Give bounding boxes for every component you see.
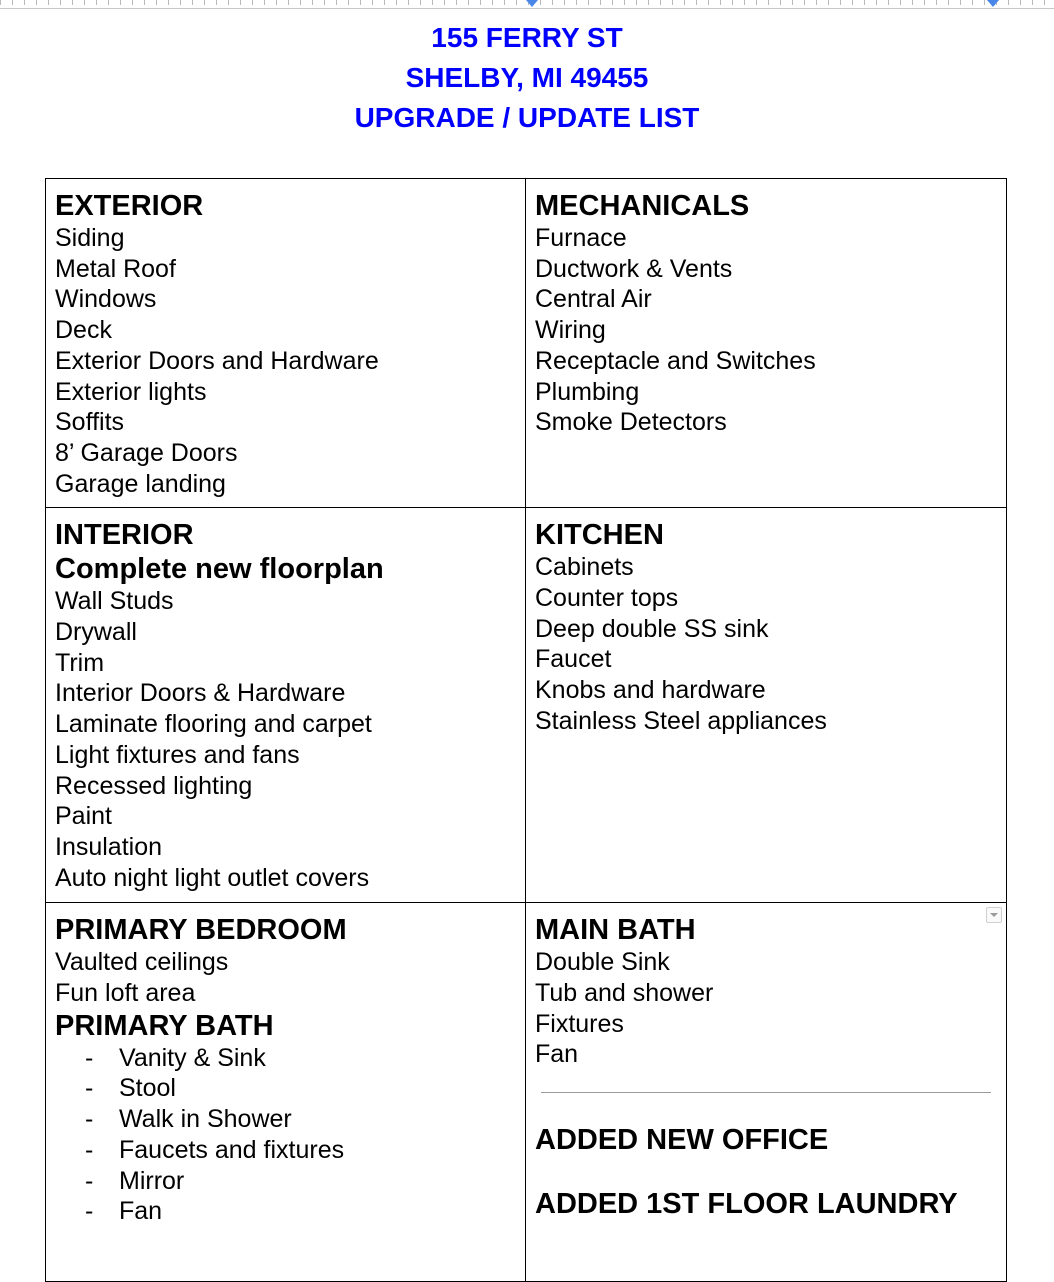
list-item: Faucet xyxy=(535,645,612,674)
list-item-label: Faucets and fixtures xyxy=(119,1135,345,1164)
list-item: Cabinets xyxy=(535,553,634,582)
list-item: Auto night light outlet covers xyxy=(55,863,370,892)
blank-line xyxy=(535,1093,997,1123)
list-item: Receptacle and Switches xyxy=(535,346,816,375)
list-item: Recessed lighting xyxy=(55,771,253,800)
main-bath-cell[interactable] xyxy=(526,903,1007,1282)
list-item xyxy=(55,1166,516,1197)
list-item: Exterior Doors and Hardware xyxy=(55,346,379,375)
list-item: 8’ Garage Doors xyxy=(55,438,238,467)
list-item xyxy=(55,1073,516,1104)
list-item-label: Vanity & Sink xyxy=(119,1043,266,1072)
table-row xyxy=(46,903,1007,1282)
list-item: Interior Doors & Hardware xyxy=(55,679,346,708)
list-item: Ductwork & Vents xyxy=(535,254,733,283)
mechanicals-cell[interactable] xyxy=(526,179,1007,508)
primary-bedroom-cell[interactable] xyxy=(46,903,526,1282)
dash-bullet: - xyxy=(85,1197,94,1226)
list-item: Fan xyxy=(535,1040,579,1069)
list-item: Insulation xyxy=(55,832,163,861)
list-item: Stainless Steel appliances xyxy=(535,706,827,735)
list-item: Fixtures xyxy=(535,1009,624,1038)
dash-bullet: - xyxy=(85,1074,94,1103)
list-item xyxy=(55,1104,516,1135)
exterior-heading: EXTERIOR xyxy=(55,190,204,222)
ruler-indent-marker-icon[interactable] xyxy=(987,0,999,7)
dash-bullet: - xyxy=(85,1166,94,1195)
primary-bath-list xyxy=(55,1043,516,1227)
list-item: Soffits xyxy=(55,408,125,437)
list-item: Garage landing xyxy=(55,469,226,498)
list-item: Counter tops xyxy=(535,584,679,613)
upgrade-table xyxy=(45,178,1007,1282)
document-title xyxy=(0,18,1054,138)
list-item xyxy=(55,1043,516,1074)
list-item: Wall Studs xyxy=(55,587,174,616)
list-item: Deck xyxy=(55,316,112,345)
interior-cell[interactable] xyxy=(46,508,526,903)
title-city: SHELBY, MI 49455 xyxy=(405,62,649,93)
primary-bedroom-heading: PRIMARY BEDROOM xyxy=(55,914,347,947)
list-item xyxy=(55,1135,516,1166)
list-item-label: Fan xyxy=(119,1197,163,1226)
list-item xyxy=(55,1196,516,1227)
table-row xyxy=(46,508,1007,903)
list-item: Trim xyxy=(55,648,105,677)
list-item-label: Mirror xyxy=(119,1166,185,1195)
chevron-down-icon[interactable] xyxy=(986,907,1002,923)
list-item: Metal Roof xyxy=(55,254,176,283)
list-item: Plumbing xyxy=(535,377,640,406)
list-item-label: Walk in Shower xyxy=(119,1105,292,1134)
main-bath-heading: MAIN BATH xyxy=(535,914,696,947)
list-item: Smoke Detectors xyxy=(535,408,727,437)
added-office-note: ADDED NEW OFFICE xyxy=(535,1124,829,1157)
ruler-indent-marker-icon[interactable] xyxy=(526,0,538,7)
list-item: Double Sink xyxy=(535,948,670,977)
title-list-name: UPGRADE / UPDATE LIST xyxy=(354,102,700,133)
mechanicals-heading: MECHANICALS xyxy=(535,190,750,222)
list-item: Wiring xyxy=(535,316,606,345)
list-item-label: Stool xyxy=(119,1074,176,1103)
list-item: Laminate flooring and carpet xyxy=(55,710,372,739)
primary-bath-heading: PRIMARY BATH xyxy=(55,1009,274,1042)
list-item: Vaulted ceilings xyxy=(55,948,229,977)
kitchen-cell[interactable] xyxy=(526,508,1007,903)
horizontal-ruler xyxy=(0,0,1054,9)
interior-subheading: Complete new floorplan xyxy=(55,553,384,586)
list-item: Siding xyxy=(55,224,125,252)
dash-bullet: - xyxy=(85,1105,94,1134)
dash-bullet: - xyxy=(85,1043,94,1072)
table-row xyxy=(46,179,1007,508)
dash-bullet: - xyxy=(85,1135,94,1164)
list-item: Light fixtures and fans xyxy=(55,740,300,769)
list-item: Furnace xyxy=(535,224,627,252)
list-item: Windows xyxy=(55,285,157,314)
kitchen-heading: KITCHEN xyxy=(535,519,664,552)
interior-heading: INTERIOR xyxy=(55,519,194,552)
exterior-cell[interactable] xyxy=(46,179,526,508)
added-laundry-note: ADDED 1ST FLOOR LAUNDRY xyxy=(535,1188,958,1221)
list-item: Fun loft area xyxy=(55,979,196,1008)
list-item: Deep double SS sink xyxy=(535,614,769,643)
title-address: 155 FERRY ST xyxy=(431,22,623,53)
list-item: Exterior lights xyxy=(55,377,207,406)
list-item: Knobs and hardware xyxy=(535,676,766,705)
list-item: Central Air xyxy=(535,285,652,314)
blank-line xyxy=(535,1157,997,1187)
list-item: Tub and shower xyxy=(535,979,714,1008)
list-item: Drywall xyxy=(55,618,137,647)
list-item: Paint xyxy=(55,802,112,831)
